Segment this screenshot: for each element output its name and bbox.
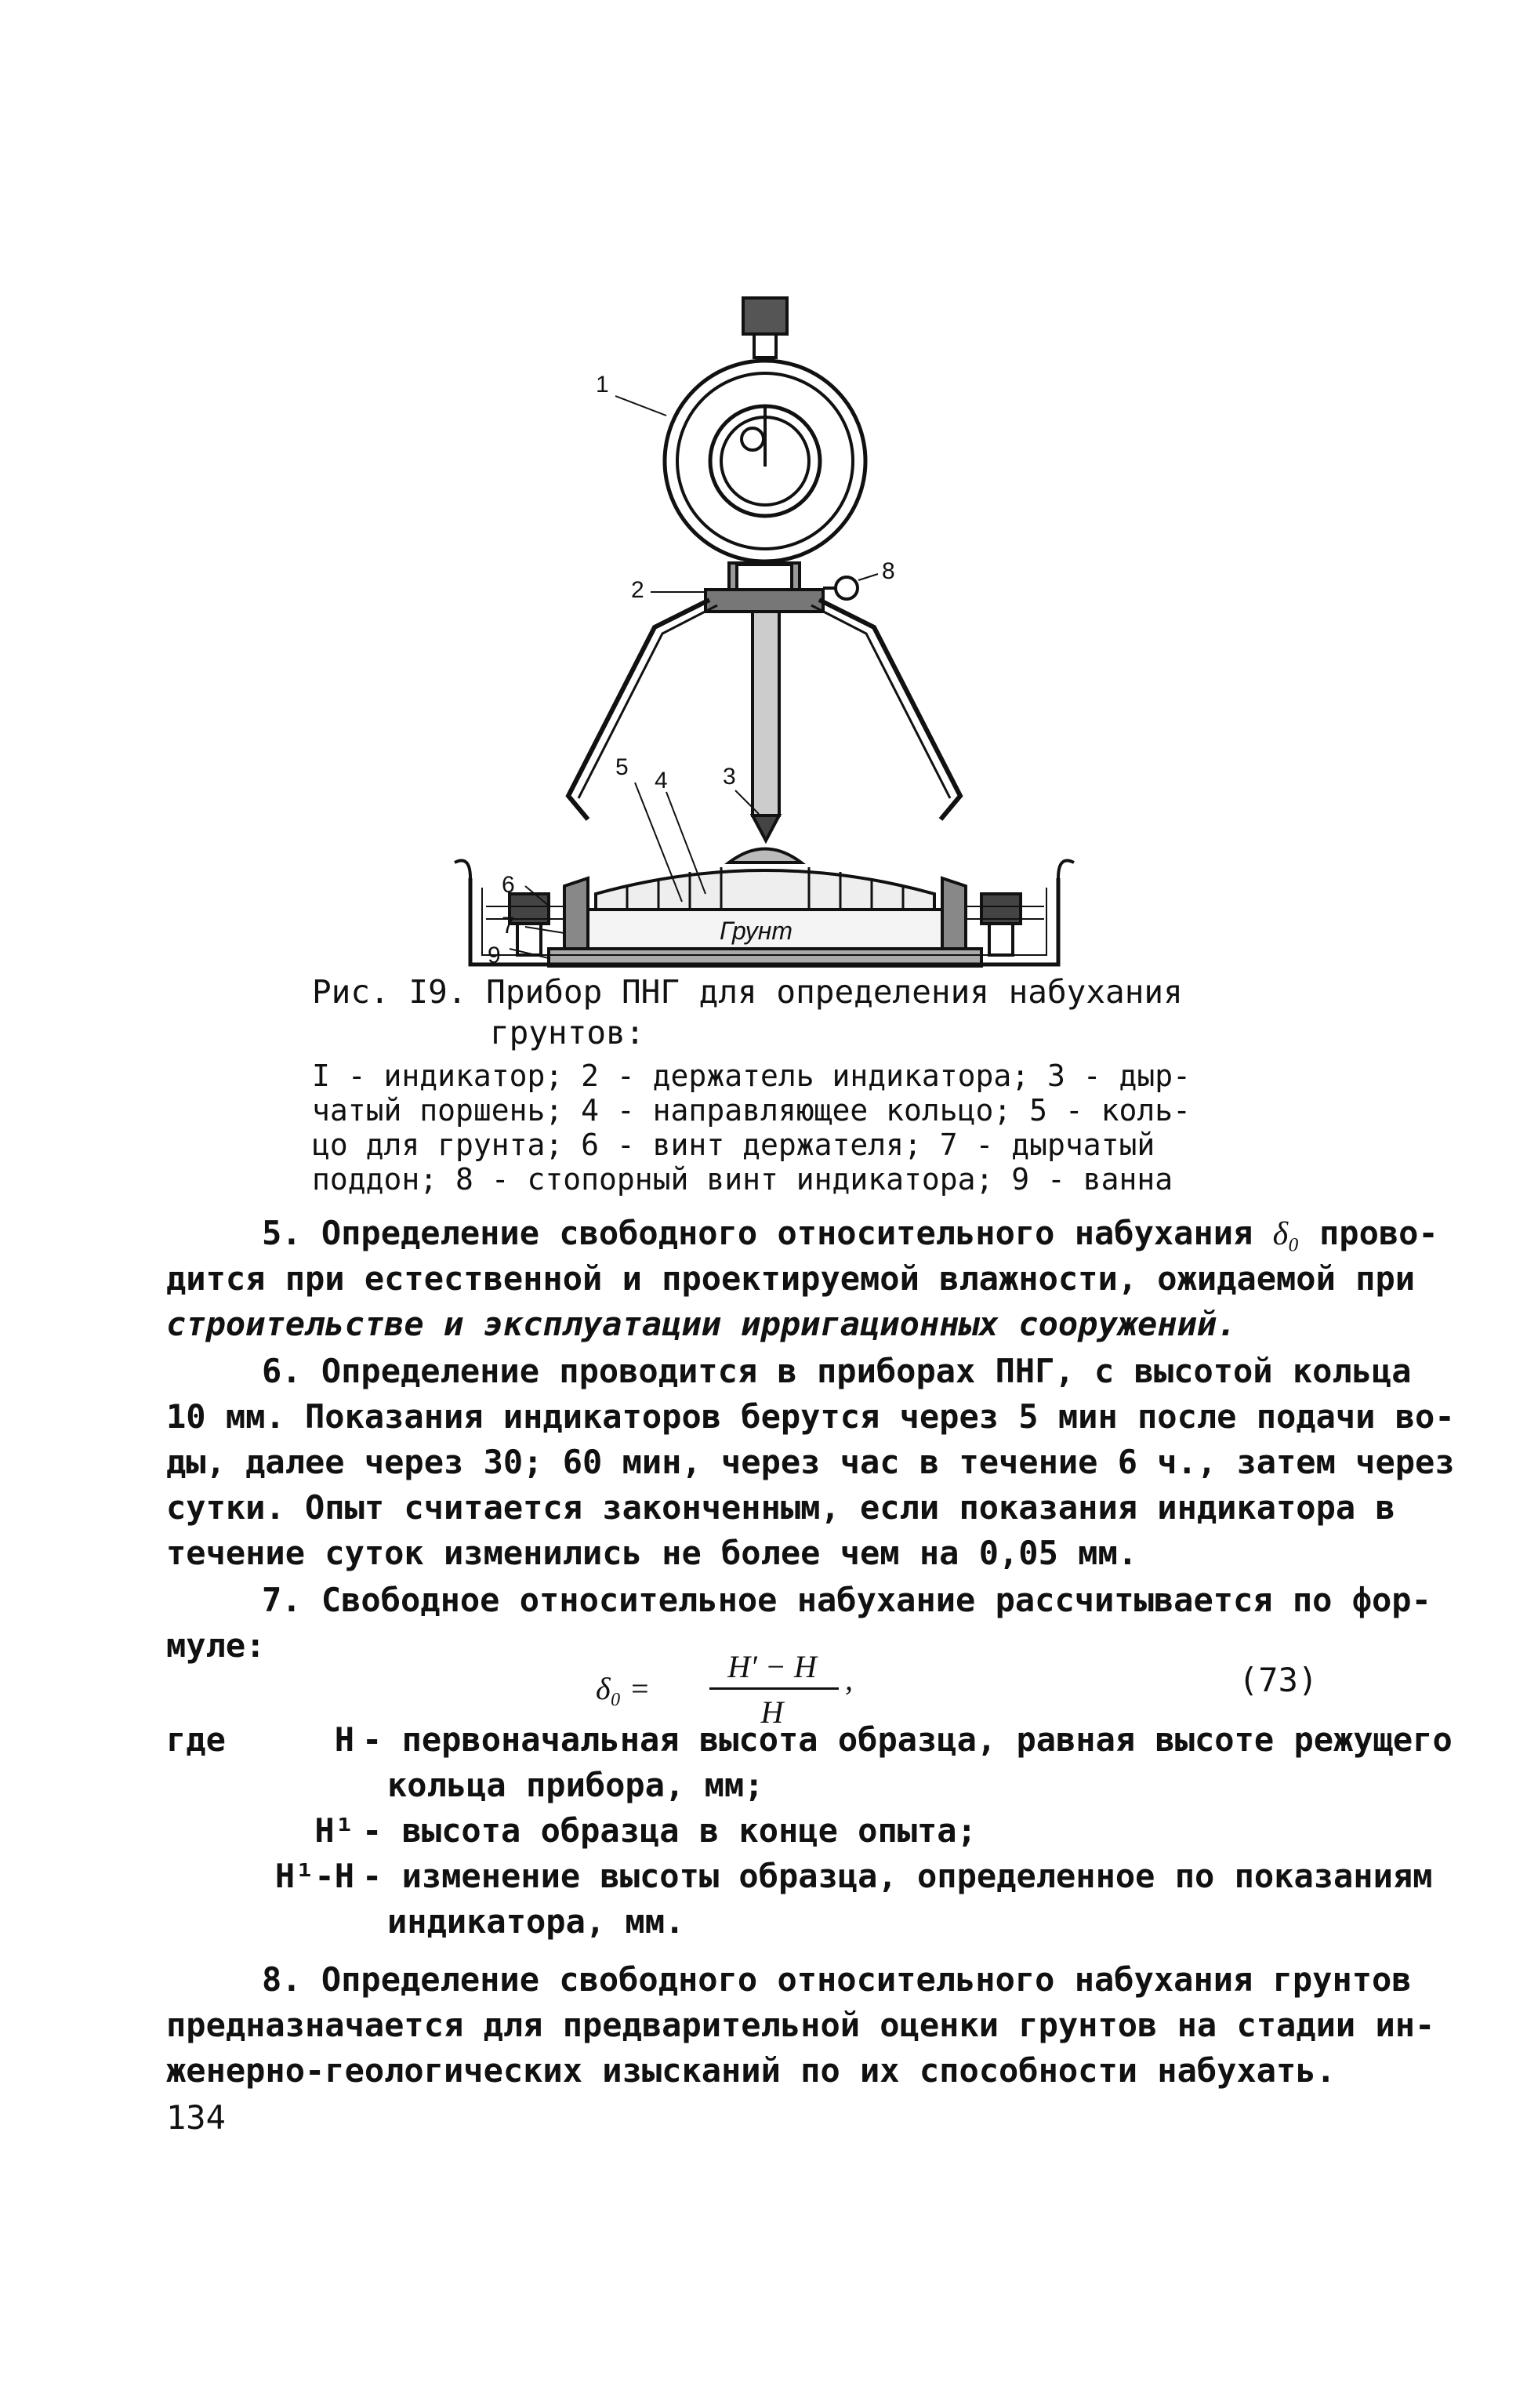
p6-line: 6. Определение проводится в приборах ПНГ, с высотой кольца (262, 1352, 1412, 1390)
callout-8: 8 (882, 558, 895, 584)
legend-line: поддон; 8 - стопорный винт индикатора; 9 - ванна (312, 1162, 1173, 1197)
def-symbol: H¹-H (274, 1857, 354, 1895)
p5-line: дится при естественной и проектируемой влажности, ожидаемой при (166, 1259, 1416, 1298)
def-symbol: H¹ (314, 1811, 354, 1850)
delta-symbol: δ₀ (1272, 1216, 1300, 1252)
formula-numerator: H′ − H (727, 1649, 817, 1684)
p6-line: течение суток изменились не более чем на 0,05 мм. (166, 1534, 1138, 1572)
figure-caption: Рис. I9. Прибор ПНГ для определения набухания (312, 973, 1183, 1011)
formula-comma: , (845, 1662, 853, 1697)
knob-icon (743, 298, 787, 334)
formula-denominator: H (760, 1694, 784, 1730)
legend-line: цо для грунта; 6 - винт держателя; 7 - дырчатый (312, 1128, 1155, 1162)
equation-number: (73) (1239, 1661, 1318, 1699)
p6-line: сутки. Опыт считается законченным, если показания индикатора в (166, 1488, 1395, 1527)
callout-7: 7 (502, 913, 515, 939)
p7-line: 7. Свободное относительное набухание рассчитывается по фор- (262, 1581, 1431, 1619)
callout-2: 2 (631, 577, 644, 603)
device-drawing (408, 282, 1097, 972)
formula-lhs: δ₀ = (596, 1671, 651, 1706)
legend-line: чатый поршень; 4 - направляющее кольцо; 5 - коль- (312, 1093, 1191, 1128)
def-text: индикатора, мм. (387, 1902, 685, 1941)
callout-1: 1 (596, 372, 609, 398)
p6-line: ды, далее через 30; 60 мин, через час в течение 6 ч., затем через (166, 1443, 1455, 1481)
where-label: где (166, 1720, 226, 1759)
p8-line: женерно-геологических изысканий по их способности набухать. (166, 2051, 1336, 2090)
p5-line: строительстве и эксплуатации ирригационных сооружений. (166, 1305, 1237, 1343)
p8-line: предназначается для предварительной оценки грунтов на стадии ин- (166, 2006, 1435, 2044)
p5-text: 5. Определение свободного относительного набухания (262, 1214, 1273, 1252)
def-text: - изменение высоты образца, определенное по показаниям (362, 1857, 1433, 1895)
soil-label: Грунт (720, 917, 793, 945)
def-text: - первоначальная высота образца, равная высоте режущего (362, 1720, 1453, 1759)
p8-line: 8. Определение свободного относительного набухания грунтов (262, 1960, 1412, 1999)
page-number: 134 (166, 2098, 226, 2137)
def-text: кольца прибора, мм; (387, 1766, 764, 1804)
fraction-bar (709, 1687, 839, 1690)
callout-3: 3 (723, 764, 736, 790)
figure-caption-cont: грунтов: (490, 1014, 645, 1051)
callout-9: 9 (488, 942, 501, 968)
p6-line: 10 мм. Показания индикаторов берутся через 5 мин после подачи во- (166, 1397, 1455, 1436)
callout-6: 6 (502, 872, 515, 898)
p7-line: муле: (166, 1626, 266, 1665)
figure-legend (312, 1059, 1191, 1197)
callout-4: 4 (655, 768, 668, 794)
def-text: - высота образца в конце опыта; (362, 1811, 977, 1850)
callout-5: 5 (615, 754, 629, 780)
p5-text-end: прово- (1299, 1214, 1438, 1252)
def-symbol: H (334, 1720, 354, 1759)
legend-line: I - индикатор; 2 - держатель индикатора; 3 - дыр- (312, 1059, 1191, 1093)
